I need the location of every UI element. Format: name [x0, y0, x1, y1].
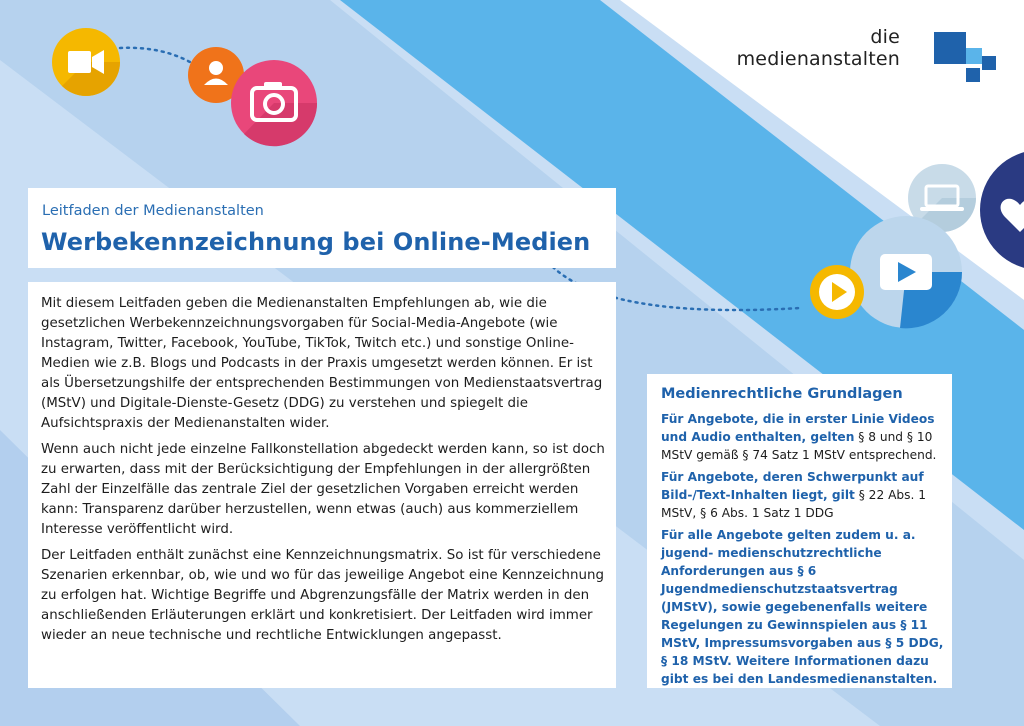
paragraph-1: Mit diesem Leitfaden geben die Medienanstalten Empfehlungen ab, wie die gesetzlichen Werbekennzeichnungsvorgaben für Social-Media-Angebote (wie Instagram, Twitter, Facebook, YouTube, TikTok, Twitch etc.) und sonstige Online-Medien wie z.B. Blogs und Podcasts in der Praxis umgesetzt werden können. Er ist als Übersetzungshilfe der entsprechenden Bestimmungen von Medienstaatsvertrag (MStV) und Digitale-Dienste-Gesetz (DDG) zu verstehen und spiegelt die Aufsichtspraxis der Medienanstalten wider. — [41, 296, 603, 431]
play-button-icon — [850, 216, 962, 328]
legal-basis-item-2-highlight: Für Angebote, deren Schwerpunkt auf Bild-/Text-Inhalten liegt, gilt — [661, 470, 924, 502]
video-camera-icon — [52, 28, 120, 96]
legal-basis-item-1-highlight: Für Angebote, die in erster Linie Videos und Audio enthalten, gelten — [661, 412, 935, 444]
camera-icon — [231, 60, 317, 146]
legal-basis-item-3 — [661, 526, 944, 688]
logo-line-2: medienanstalten — [736, 48, 900, 70]
title-panel — [28, 188, 616, 268]
main-text-panel — [28, 282, 616, 688]
legal-basis-panel — [647, 374, 952, 688]
legal-basis-item-2-text: § 22 Abs. 1 MStV, § 6 Abs. 1 Satz 1 DDG — [661, 488, 926, 520]
page-subtitle: Leitfaden der Medienanstalten — [42, 203, 264, 219]
logo-mark-icon — [934, 32, 998, 84]
legal-basis-item-1-text: § 8 und § 10 MStV gemäß § 74 Satz 1 MStV entsprechend. — [661, 430, 937, 462]
logo-line-1: die — [870, 26, 900, 48]
paragraph-3: Der Leitfaden enthält zunächst eine Kennzeichnungsmatrix. So ist für verschiedene Szenarien erkennbar, ob, wie und wo für das jeweilige Angebot eine Kennzeichnung zu erfolgen hat. Wichtige Begriffe und Abgrenzungsfälle der Matrix werden in den anschließenden Erläuterungen erklärt und konkretisiert. Der Leitfaden wird immer wieder an neue technische und rechtliche Entwicklungen angepasst. — [41, 548, 604, 643]
legal-basis-item-2 — [661, 468, 944, 522]
legal-basis-title: Medienrechtliche Grundlagen — [661, 386, 903, 402]
legal-basis-item-1 — [661, 410, 944, 464]
legal-basis-item-3-highlight: Für alle Angebote gelten zudem u. a. jugend- medienschutzrechtliche Anforderungen aus § 6 Jugendmedienschutzstaatsvertrag (JMStV), sowie gegebenenfalls weitere Regelungen zu Gewinnspielen aus § 11 MStV, Impressumsvorgaben aus § 5 DDG, § 18 MStV. Weitere Informationen dazu gibt es bei den Landesmedienanstalten. — [661, 528, 944, 686]
play-circle-icon — [810, 265, 864, 319]
paragraph-2: Wenn auch nicht jede einzelne Fallkonstellation abgedeckt werden kann, so ist doch zu erwarten, dass mit der Berücksichtigung der Empfehlungen in der allergrößten Zahl der Einzelfälle das zentrale Ziel der gesetzlichen Vorgaben erreicht werden kann: Transparenz darüber herzustellen, wenn etwas (auch) aus kommerziellem Interesse veröffentlicht wird. — [41, 442, 605, 537]
brand-logo — [736, 26, 1000, 86]
page-title: Werbekennzeichnung bei Online-Medien — [41, 228, 591, 256]
